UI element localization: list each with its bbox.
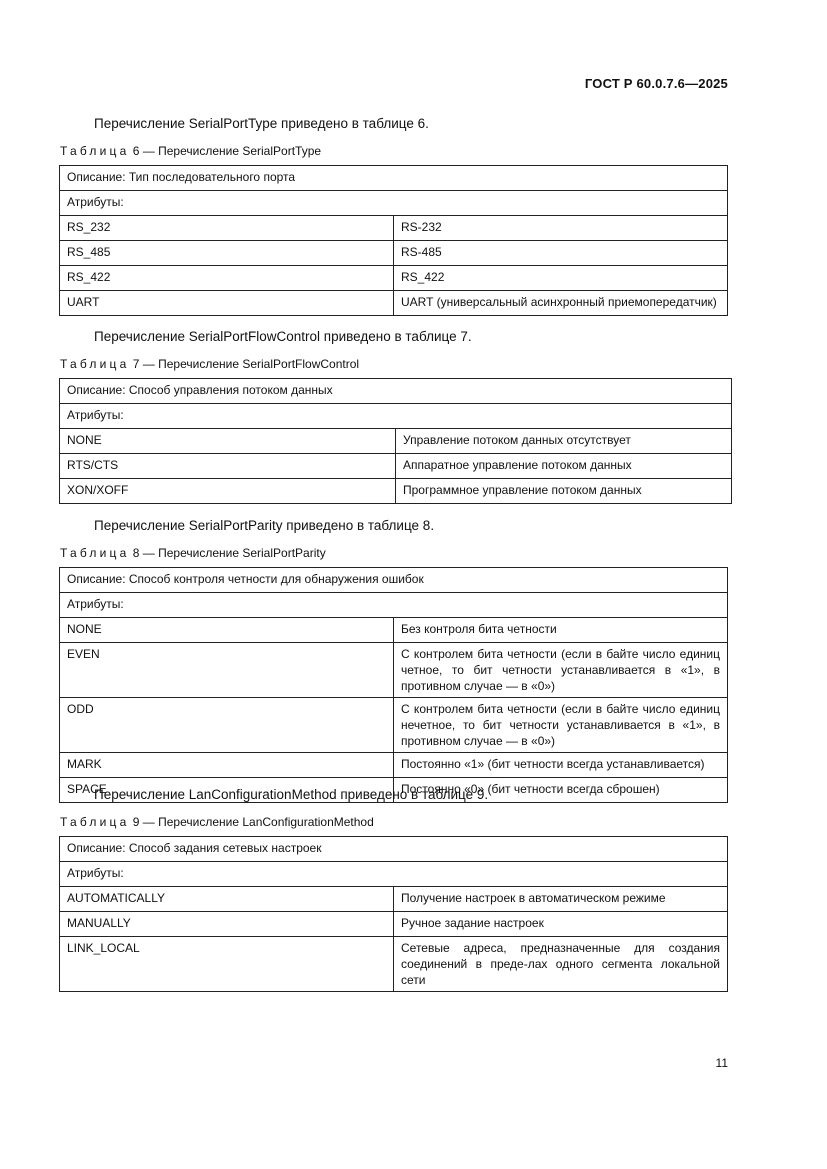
meaning-cell: С контролем бита четности (если в байте число единиц нечетное, то бит четности устанавливается в «1», в противном случае — в «0») <box>394 698 728 753</box>
attributes-cell: Атрибуты: <box>60 862 728 887</box>
caption-table-8 <box>60 546 326 560</box>
description-cell: Описание: Тип последовательного порта <box>60 166 728 191</box>
value-cell: AUTOMATICALLY <box>60 887 394 912</box>
attributes-cell: Атрибуты: <box>60 593 728 618</box>
meaning-cell: Постоянно «0» (бит четности всегда сброшен) <box>394 778 728 803</box>
caption-label: Таблица <box>60 546 130 560</box>
table-row <box>60 753 728 778</box>
value-cell: RS_485 <box>60 241 394 266</box>
table-row <box>60 618 728 643</box>
table-row <box>60 216 728 241</box>
meaning-cell: Ручное задание настроек <box>394 912 728 937</box>
meaning-cell: Аппаратное управление потоком данных <box>396 454 732 479</box>
intro-table-6: Перечисление SerialPortType приведено в таблице 6. <box>94 116 429 131</box>
table-row <box>60 698 728 753</box>
caption-text: 7 — Перечисление SerialPortFlowControl <box>129 357 360 371</box>
meaning-cell: Программное управление потоком данных <box>396 479 732 504</box>
page-number: 11 <box>715 1056 728 1070</box>
value-cell: RS_232 <box>60 216 394 241</box>
table-row <box>60 912 728 937</box>
value-cell: MARK <box>60 753 394 778</box>
table-row <box>60 837 728 862</box>
table-row <box>60 568 728 593</box>
attributes-cell: Атрибуты: <box>60 404 732 429</box>
table-row <box>60 241 728 266</box>
table-row <box>60 479 732 504</box>
table-8 <box>59 567 728 803</box>
table-row <box>60 191 728 216</box>
intro-table-8: Перечисление SerialPortParity приведено в таблице 8. <box>94 518 435 533</box>
caption-label: Таблица <box>60 815 130 829</box>
table-row <box>60 643 728 698</box>
caption-table-7 <box>60 357 359 371</box>
document-code: ГОСТ Р 60.0.7.6—2025 <box>584 76 728 91</box>
value-cell: UART <box>60 291 394 316</box>
meaning-cell: RS_422 <box>394 266 728 291</box>
table-row <box>60 166 728 191</box>
table-row <box>60 887 728 912</box>
meaning-cell: RS-485 <box>394 241 728 266</box>
table-row <box>60 429 732 454</box>
caption-label: Таблица <box>60 357 130 371</box>
meaning-cell: Постоянно «1» (бит четности всегда устанавливается) <box>394 753 728 778</box>
caption-text: 8 — Перечисление SerialPortParity <box>129 546 326 560</box>
meaning-cell: Получение настроек в автоматическом режиме <box>394 887 728 912</box>
meaning-cell: Управление потоком данных отсутствует <box>396 429 732 454</box>
value-cell: MANUALLY <box>60 912 394 937</box>
value-cell: NONE <box>60 618 394 643</box>
table-9 <box>59 836 728 992</box>
caption-table-6 <box>60 144 321 158</box>
table-row <box>60 454 732 479</box>
value-cell: RS_422 <box>60 266 394 291</box>
meaning-cell: RS-232 <box>394 216 728 241</box>
description-cell: Описание: Способ контроля четности для обнаружения ошибок <box>60 568 728 593</box>
intro-table-9: Перечисление LanConfigurationMethod приведено в таблице 9. <box>94 787 489 802</box>
table-row <box>60 404 732 429</box>
description-cell: Описание: Способ управления потоком данных <box>60 379 732 404</box>
table-row <box>60 862 728 887</box>
caption-text: 9 — Перечисление LanConfigurationMethod <box>129 815 374 829</box>
meaning-cell: С контролем бита четности (если в байте число единиц четное, то бит четности устанавливается в «1», в противном случае — в «0») <box>394 643 728 698</box>
caption-label: Таблица <box>60 144 130 158</box>
table-row <box>60 593 728 618</box>
value-cell: LINK_LOCAL <box>60 937 394 992</box>
table-row <box>60 937 728 992</box>
intro-table-7: Перечисление SerialPortFlowControl приведено в таблице 7. <box>94 329 472 344</box>
meaning-cell: Сетевые адреса, предназначенные для создания соединений в преде-лах одного сегмента локальной сети <box>394 937 728 992</box>
attributes-cell: Атрибуты: <box>60 191 728 216</box>
caption-text: 6 — Перечисление SerialPortType <box>129 144 322 158</box>
meaning-cell: UART (универсальный асинхронный приемопередатчик) <box>394 291 728 316</box>
meaning-cell: Без контроля бита четности <box>394 618 728 643</box>
value-cell: EVEN <box>60 643 394 698</box>
description-cell: Описание: Способ задания сетевых настроек <box>60 837 728 862</box>
value-cell: XON/XOFF <box>60 479 396 504</box>
value-cell: ODD <box>60 698 394 753</box>
table-row <box>60 266 728 291</box>
table-row <box>60 291 728 316</box>
table-row <box>60 379 732 404</box>
table-6 <box>59 165 728 316</box>
value-cell: RTS/CTS <box>60 454 396 479</box>
value-cell: SPACE <box>60 778 394 803</box>
value-cell: NONE <box>60 429 396 454</box>
table-7 <box>59 378 732 504</box>
caption-table-9 <box>60 815 374 829</box>
